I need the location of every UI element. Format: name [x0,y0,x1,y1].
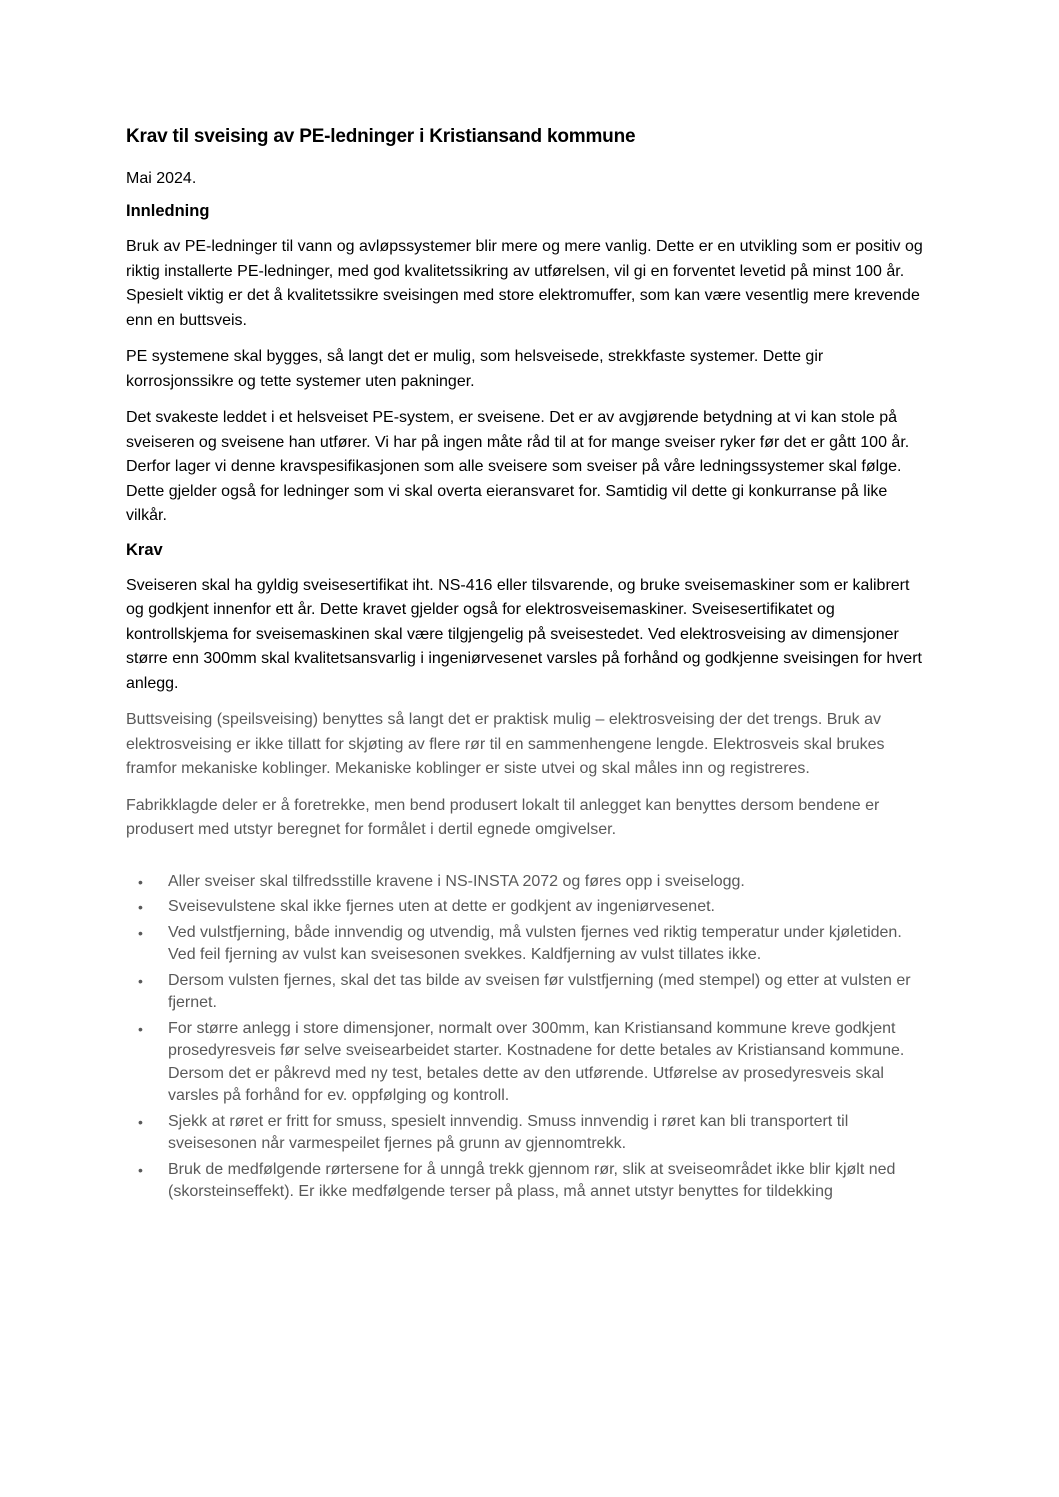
krav-paragraph-1: Sveiseren skal ha gyldig sveisesertifikat iht. NS-416 eller tilsvarende, og bruke sveisemaskiner som er kalibrert og godkjent innenfor ett år. Dette kravet gjelder også for elektrosveisemaskiner. Sveisesertifikatet og kontrollskjema for sveisemaskinen skal være tilgjengelig på sveisestedet. Ved elektrosveising av dimensjoner større enn 300mm skal kvalitetsansvarlig i ingeniørvesenet varsles på forhånd og godkjenne sveisingen for hvert anlegg. [126,576,922,692]
bullet-icon: • [138,1161,143,1178]
list-item [126,1018,926,1108]
list-item [126,1111,926,1156]
requirements-bullet-list [126,871,926,1204]
document-date: Mai 2024. [126,170,197,187]
krav-paragraph-3: Fabrikklagde deler er å foretrekke, men bend produsert lokalt til anlegget kan benyttes dersom bendene er produsert med utstyr beregnet for formålet i dertil egnede omgivelser. [126,796,880,838]
list-item-text: Dersom vulsten fjernes, skal det tas bilde av sveisen før vulstfjerning (med stempel) og etter at vulsten er fjernet. [168,971,911,1011]
list-item-text: Bruk de medfølgende rørtersene for å unngå trekk gjennom rør, slik at sveiseområdet ikke blir kjølt ned (skorsteinseffekt). Er ikke medfølgende terser på plass, må annet utstyr benyttes for tildekking [168,1160,896,1200]
section-heading-innledning: Innledning [126,202,210,220]
list-item-text: Ved vulstfjerning, både innvendig og utvendig, må vulsten fjernes ved riktig temperatur under kjøletiden. Ved feil fjerning av vulst kan sveisesonen svekkes. Kaldfjerning av vulst tillates ikke. [168,923,902,963]
list-item-text: Aller sveiser skal tilfredsstille kravene i NS-INSTA 2072 og føres opp i sveiselogg. [168,872,745,890]
list-item [126,896,926,919]
list-item-text: Sjekk at røret er fritt for smuss, spesielt innvendig. Smuss innvendig i røret kan bli transportert til sveisesonen når varmespeilet fjernes på grunn av gjennomtrekk. [168,1112,849,1152]
section-heading-krav: Krav [126,540,163,559]
bullet-icon: • [138,899,143,915]
list-item [126,871,926,894]
list-item-text: For større anlegg i store dimensjoner, normalt over 300mm, kan Kristiansand kommune kreve godkjent prosedyresveis før selve sveisearbeidet starter. Kostnadene for dette betales av Kristiansand kommune. Dersom det er påkrevd med ny test, betales dette av den utførende. Utførelse av prosedyresveis skal varsles på forhånd for ev. oppfølging og kontroll. [168,1019,905,1104]
bullet-icon: • [138,1020,143,1037]
intro-paragraph-2: PE systemene skal bygges, så langt det er mulig, som helsveisede, strekkfaste systemer. Dette gir korrosjonssikre og tette systemer uten pakninger. [126,348,824,390]
bullet-icon: • [138,1113,143,1130]
list-item-text: Sveisevulstene skal ikke fjernes uten at dette er godkjent av ingeniørvesenet. [168,898,715,915]
bullet-icon: • [138,873,143,890]
list-item [126,970,926,1015]
krav-paragraph-2: Buttsveising (speilsveising) benyttes så langt det er praktisk mulig – elektrosveising der det trengs. Bruk av elektrosveising er ikke tillatt for skjøting av flere rør til en sammenhengene lengde. Elektrosveis skal brukes framfor mekaniske koblinger. Mekaniske koblinger er siste utvei og skal måles inn og registreres. [126,711,885,777]
intro-paragraph-3: Det svakeste leddet i et helsveiset PE-system, er sveisene. Det er av avgjørende betydning at vi kan stole på sveiseren og sveisene han utfører. Vi har på ingen måte råd til at for mange sveiser ryker før det er gått 100 år. Derfor lager vi denne kravspesifikasjonen som alle sveisere som sveiser på våre ledningssystemer skal følge. Dette gjelder også for ledninger som vi skal overta eieransvaret for. Samtidig vil dette gi konkurranse på like vilkår. [126,409,910,524]
list-item [126,922,926,967]
document-title: Krav til sveising av PE-ledninger i Kristiansand kommune [126,126,636,147]
bullet-icon: • [138,924,143,941]
intro-paragraph-1: Bruk av PE-ledninger til vann og avløpssystemer blir mere og mere vanlig. Dette er en utvikling som er positiv og riktig installerte PE-ledninger, med god kvalitetssikring av utførelsen, vil gi en forventet levetid på minst 100 år. Spesielt viktig er det å kvalitetssikre sveisingen med store elektromuffer, som kan være vesentlig mere krevende enn en buttsveis. [126,238,923,329]
document-page [126,126,926,1207]
list-item [126,1159,926,1204]
bullet-icon: • [138,972,143,989]
